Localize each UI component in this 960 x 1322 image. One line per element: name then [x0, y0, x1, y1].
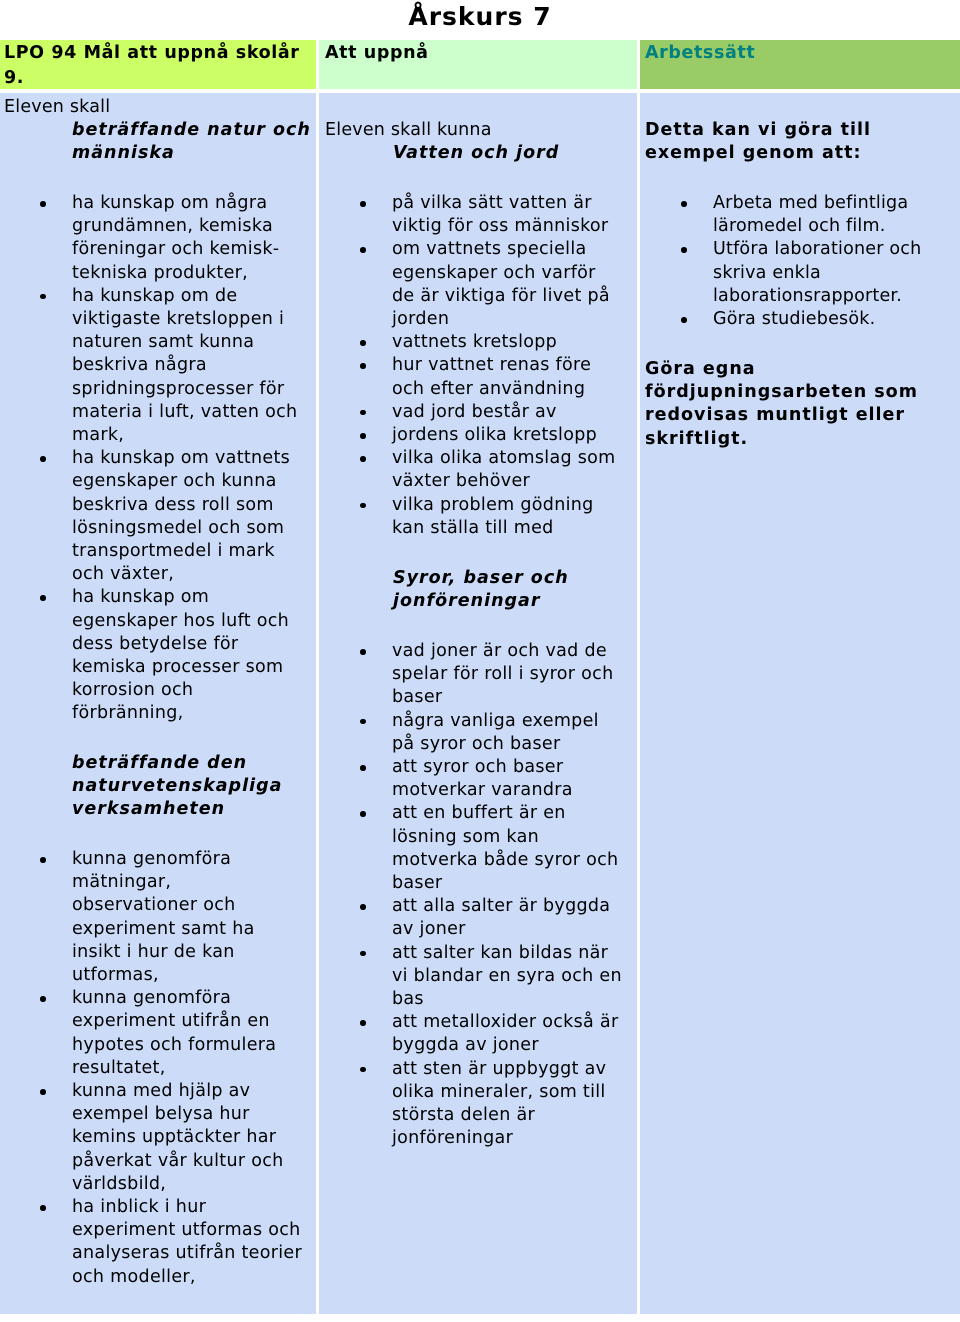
list-item-line: olika mineraler, som till	[392, 1081, 606, 1102]
list-item	[392, 424, 616, 447]
list-item	[72, 192, 297, 285]
list-item-line: mark,	[72, 425, 125, 446]
list-item-line: korrosion och	[72, 680, 194, 701]
list-item-line: att metalloxider också är	[392, 1012, 619, 1033]
list-item-line: utformas,	[72, 965, 159, 986]
list-item-line: Arbeta med befintliga	[713, 193, 909, 213]
list-item-line: jordens olika kretslopp	[392, 425, 598, 446]
list-item	[72, 1080, 302, 1196]
list-item-line: vilka olika atomslag som	[392, 448, 616, 469]
heading-line: jonföreningar	[393, 591, 541, 612]
list-item-line: om vattnets speciella	[392, 239, 587, 260]
list-item-line: hypotes och formulera	[72, 1034, 277, 1055]
list-item	[392, 1058, 622, 1151]
list-item-line: kan ställa till med	[392, 517, 554, 538]
list-item-line: att sten är uppbyggt av	[392, 1058, 607, 1079]
list-item	[72, 285, 297, 447]
list-item	[392, 401, 616, 424]
list-item-line: och modeller,	[72, 1266, 196, 1287]
list-item-line: vad joner är och vad de	[392, 641, 607, 661]
list-item-line: Utföra laborationer och	[713, 239, 922, 260]
list-item-line: att alla salter är byggda	[392, 896, 611, 917]
list-item-line: att syror och baser	[392, 757, 564, 778]
list-item	[72, 1196, 302, 1289]
col1-list1	[72, 192, 297, 726]
list-item-line: kemins upptäckter har	[72, 1127, 277, 1148]
list-item-line: dess betydelse för	[72, 633, 239, 654]
col1-heading1	[72, 119, 311, 165]
col1-list2	[72, 848, 302, 1289]
list-item-line: materia i luft, vatten och	[72, 401, 298, 422]
heading-line: människa	[72, 143, 175, 164]
list-item-line: motverkar varandra	[392, 780, 573, 801]
list-item-line: att salter kan bildas när	[392, 942, 609, 963]
heading-line: Syror, baser och	[393, 568, 569, 588]
list-item-line: lösningsmedel och som	[72, 517, 285, 538]
list-item-line: av joner	[392, 919, 466, 940]
header-attain-label: Att uppnå	[325, 43, 429, 63]
list-item-line: beskriva några	[72, 355, 207, 376]
col2-intro: Eleven skall kunna	[325, 120, 492, 140]
list-item-line: baser	[392, 873, 443, 894]
list-item-line: vad jord består av	[392, 401, 557, 422]
header-goals	[0, 40, 316, 89]
list-item-line: vilka problem gödning	[392, 494, 594, 515]
list-item-line: tekniska produkter,	[72, 262, 248, 283]
extra-line: skriftligt.	[645, 428, 749, 449]
col2-heading1: Vatten och jord	[393, 143, 560, 163]
list-item-line: egenskaper hos luft och	[72, 610, 290, 631]
list-item-line: påverkat vår kultur och	[72, 1150, 284, 1171]
list-item-line: kunna med hjälp av	[72, 1081, 251, 1102]
list-item-line: egenskaper och varför	[392, 262, 596, 283]
list-item-line: ha kunskap om	[72, 587, 210, 608]
list-item-line: föreningar och kemisk-	[72, 239, 280, 260]
list-item-line: och växter,	[72, 564, 175, 585]
heading-line: Detta kan vi göra till	[645, 120, 871, 140]
list-item-line: jonföreningar	[392, 1128, 514, 1149]
list-item-line: jorden	[392, 309, 450, 330]
list-item	[72, 848, 302, 987]
list-item-line: grundämnen, kemiska	[72, 216, 273, 237]
list-item-line: kunna genomföra	[72, 849, 232, 869]
list-item-line: resultatet,	[72, 1057, 166, 1078]
list-item	[392, 802, 622, 895]
list-item-line: spridningsprocesser för	[72, 378, 285, 399]
heading-line: exempel genom att:	[645, 143, 862, 164]
list-item-line: största delen är	[392, 1105, 536, 1126]
list-item	[713, 308, 921, 331]
list-item-line: baser	[392, 687, 443, 708]
list-item-line: några vanliga exempel	[392, 710, 599, 731]
col2-heading2	[393, 567, 569, 613]
list-item	[392, 895, 622, 941]
list-item-line: ha kunskap om de	[72, 285, 238, 306]
list-item	[713, 192, 921, 238]
list-item	[392, 238, 616, 331]
list-item-line: insikt i hur de kan	[72, 941, 235, 962]
col2-list1	[392, 192, 616, 540]
list-item-line: laborationsrapporter.	[713, 285, 902, 306]
list-item-line: egenskaper och kunna	[72, 471, 277, 492]
col3-list	[713, 192, 921, 331]
list-item-line: viktig för oss människor	[392, 216, 609, 237]
list-item-line: beskriva dess roll som	[72, 494, 274, 515]
col1-intro: Eleven skall	[4, 97, 111, 117]
list-item-line: ha kunskap om vattnets	[72, 448, 291, 469]
list-item-line: och efter användning	[392, 378, 586, 399]
list-item	[392, 756, 622, 802]
list-item	[392, 494, 616, 540]
heading-line: beträffande natur och	[72, 120, 311, 140]
list-item-line: skriva enkla	[713, 262, 821, 283]
col2-list2	[392, 640, 622, 1150]
list-item-line: världsbild,	[72, 1173, 167, 1194]
list-item-line: kemiska processer som	[72, 657, 284, 678]
list-item-line: mätningar,	[72, 872, 172, 893]
header-goals-line: 9.	[4, 68, 25, 88]
list-item-line: ha inblick i hur	[72, 1197, 207, 1218]
list-item-line: läromedel och film.	[713, 216, 886, 237]
list-item-line: kunna genomföra	[72, 988, 232, 1009]
list-item-line: experiment samt ha	[72, 918, 255, 939]
list-item	[392, 710, 622, 756]
col1-heading2	[72, 752, 282, 822]
list-item-line: på syror och baser	[392, 733, 561, 754]
header-attain	[319, 40, 637, 89]
list-item	[392, 447, 616, 493]
col3-extra	[645, 358, 918, 451]
list-item-line: Göra studiebesök.	[713, 309, 876, 330]
header-method	[640, 40, 960, 89]
heading-line: naturvetenskapliga	[72, 776, 283, 797]
list-item-line: spelar för roll i syror och	[392, 664, 614, 685]
list-item	[72, 586, 297, 725]
list-item-line: byggda av joner	[392, 1035, 539, 1056]
list-item	[72, 447, 297, 586]
heading-line: verksamheten	[72, 799, 226, 820]
list-item-line: vattnets kretslopp	[392, 332, 558, 353]
list-item-line: observationer och	[72, 895, 236, 916]
list-item-line: lösning som kan	[392, 826, 539, 847]
extra-line: Göra egna	[645, 359, 756, 379]
list-item-line: bas	[392, 989, 424, 1010]
list-item-line: att en buffert är en	[392, 803, 566, 824]
list-item	[72, 987, 302, 1080]
list-item	[392, 1011, 622, 1057]
list-item-line: viktigaste kretsloppen i	[72, 309, 285, 330]
list-item-line: växter behöver	[392, 471, 531, 492]
list-item-line: ha kunskap om några	[72, 193, 268, 213]
list-item	[392, 331, 616, 354]
list-item-line: transportmedel i mark	[72, 541, 275, 562]
extra-line: redovisas muntligt eller	[645, 405, 906, 426]
list-item-line: naturen samt kunna	[72, 332, 255, 353]
list-item-line: vi blandar en syra och en	[392, 965, 622, 986]
list-item-line: analyseras utifrån teorier	[72, 1243, 302, 1264]
list-item-line: de är viktiga för livet på	[392, 285, 610, 306]
list-item-line: exempel belysa hur	[72, 1104, 250, 1125]
list-item	[392, 354, 616, 400]
list-item-line: på vilka sätt vatten är	[392, 193, 592, 213]
list-item-line: experiment utformas och	[72, 1220, 301, 1241]
list-item	[713, 238, 921, 308]
list-item	[392, 942, 622, 1012]
header-goals-line: LPO 94 Mål att uppnå skolår	[4, 43, 300, 63]
list-item-line: motverka både syror och	[392, 849, 619, 870]
list-item-line: förbränning,	[72, 703, 184, 724]
extra-line: fördjupningsarbeten som	[645, 382, 918, 403]
page-title: Årskurs 7	[408, 2, 552, 31]
col3-heading	[645, 119, 871, 165]
list-item	[392, 640, 622, 710]
list-item	[392, 192, 616, 238]
header-method-label: Arbetssätt	[645, 43, 756, 63]
list-item-line: experiment utifrån en	[72, 1011, 270, 1032]
list-item-line: hur vattnet renas före	[392, 355, 592, 376]
heading-line: beträffande den	[72, 753, 248, 773]
